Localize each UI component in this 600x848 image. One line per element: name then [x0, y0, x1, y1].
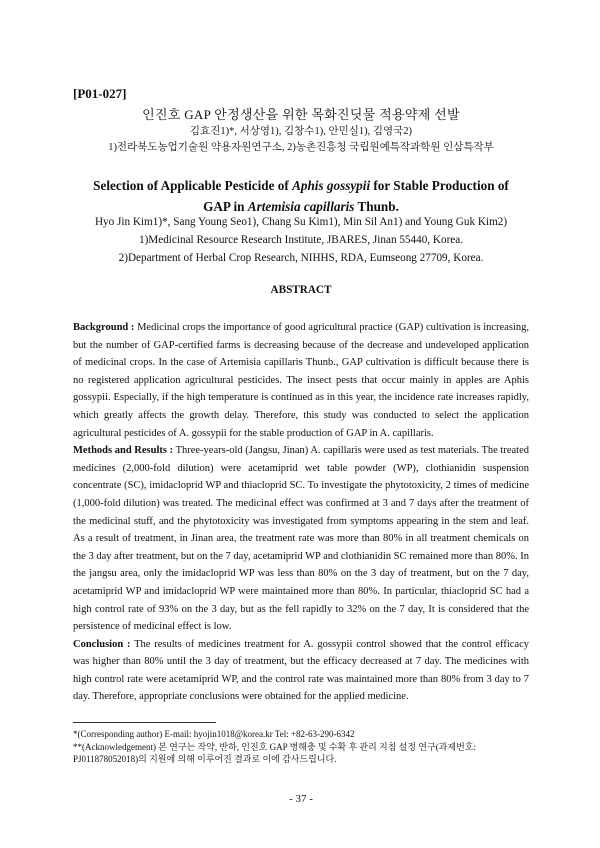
page-number: - 37 -: [289, 793, 313, 805]
abstract-body: [73, 319, 529, 706]
korean-affiliations: 1)전라북도농업기술원 약용자원연구소, 2)농촌진흥청 국립원예특작과학원 인삼특작부: [108, 142, 494, 153]
footnote-acknowledgement: **(Acknowledgement) 본 연구는 작약, 반하, 인진호 GAP 병해충 및 수확 후 관리 지침 설정 연구(과제번호: PJ011878052018)의 지원에 의해 이루어진 결과로 이에 감사드립니다.: [73, 742, 476, 764]
background-text: Medicinal crops the importance of good agricultural practice (GAP) cultivation is increasing, but the number of GAP-certified farms is decreasing because of the decrease and undeveloped application of medicinal crops. In the case of Artemisia capillaris Thunb., GAP cultivation is difficult because there is no registered application agricultural pesticides. The insect pests that occur mainly in apples are Aphis gossypii. Especially, if the high temperature is continued as in this year, the incidence rate increases rapidly, which greatly affects the growth delay. Therefore, this study was conducted to select the application agricultural pesticides of A. gossypii for the stable production of GAP in A. capillaris.: [73, 322, 529, 439]
korean-authors: 김효진1)*, 서상영1), 김창수1), 안민실1), 김영국2): [189, 126, 413, 137]
conclusion-paragraph: [73, 636, 529, 706]
title-species: Artemisia capillaris: [247, 199, 355, 214]
methods-text: Three-years-old (Jangsu, Jinan) A. capillaris were used as test materials. The treated medicines (2,000-fold dilution) were acetamiprid wet table powder (WP), clothianidin suspension concentrate (SC), imidacloprid WP and thiacloprid SC. To investigate the phytotoxicity, 2 times of medicine (1,000-fold dilution) was treated. The medicinal effect was confirmed at 3 and 7 days after the treatment of the medicinal stuff, and the phytotoxicity was investigated from symptoms appearing in the stem and leaf. As a result of treatment, in Jinan area, the treatment rate was more than 80% in all treatment chemicals on the 3 day after treatment, but on the 7 day, acetamiprid WP and clothianidin SC remained more than 80%. In the jangsu area, only the imidacloprid WP was less than 80% on the 3 day of treatment, but on the 7 day, acetamiprid WP and imidacloprid WP were maintained more than 80%. In particular, thiacloprid SC had a high control rate of 93% on the 3 day, but as the fell rapidly to 32% on the 7 day, It is considered that the persistence of medicinal effect is low.: [73, 445, 529, 633]
background-paragraph: [73, 319, 529, 442]
abstract-heading: ABSTRACT: [270, 284, 332, 296]
title-part: Selection of Applicable Pesticide of: [93, 178, 293, 193]
methods-label: Methods and Results :: [73, 445, 174, 457]
conclusion-label: Conclusion :: [73, 638, 131, 650]
abstract-code: [P01-027]: [73, 86, 127, 101]
english-affiliation-1: 1)Medicinal Resource Research Institute, JBARES, Jinan 55440, Korea.: [138, 234, 464, 246]
english-affiliation-2: 2)Department of Herbal Crop Research, NIHHS, RDA, Eumseong 27709, Korea.: [118, 252, 484, 264]
footnote-divider: [73, 722, 216, 723]
korean-title: 인진호 GAP 안정생산을 위한 목화진딧물 적용약제 선발: [142, 107, 460, 122]
title-species: Aphis gossypii: [292, 178, 371, 193]
paper-page: [73, 0, 529, 848]
background-label: Background :: [73, 322, 135, 333]
footnote-corresponding: *(Corresponding author) E-mail: hyojin1018@korea.kr Tel: +82-63-290-6342: [73, 729, 355, 739]
english-title: [67, 175, 535, 217]
title-part: for Stable Production of: [370, 178, 509, 193]
title-part: Thunb.: [354, 199, 399, 214]
conclusion-text: The results of medicines treatment for A. gossypii control showed that the control efficacy was higher than 80% until the 3 day of treatment, but the efficacy decreased at 7 day. The medicines with high control rate were acetamiprid WP, and the control rate was maintained more than 80% from 3 day to 7 day. Therefore, appropriate conclusions were obtained for the applied medicine.: [73, 638, 529, 703]
title-part: GAP in: [203, 199, 248, 214]
english-authors: Hyo Jin Kim1)*, Sang Young Seo1), Chang Su Kim1), Min Sil An1) and Young Guk Kim2): [94, 216, 508, 228]
methods-paragraph: [73, 442, 529, 636]
